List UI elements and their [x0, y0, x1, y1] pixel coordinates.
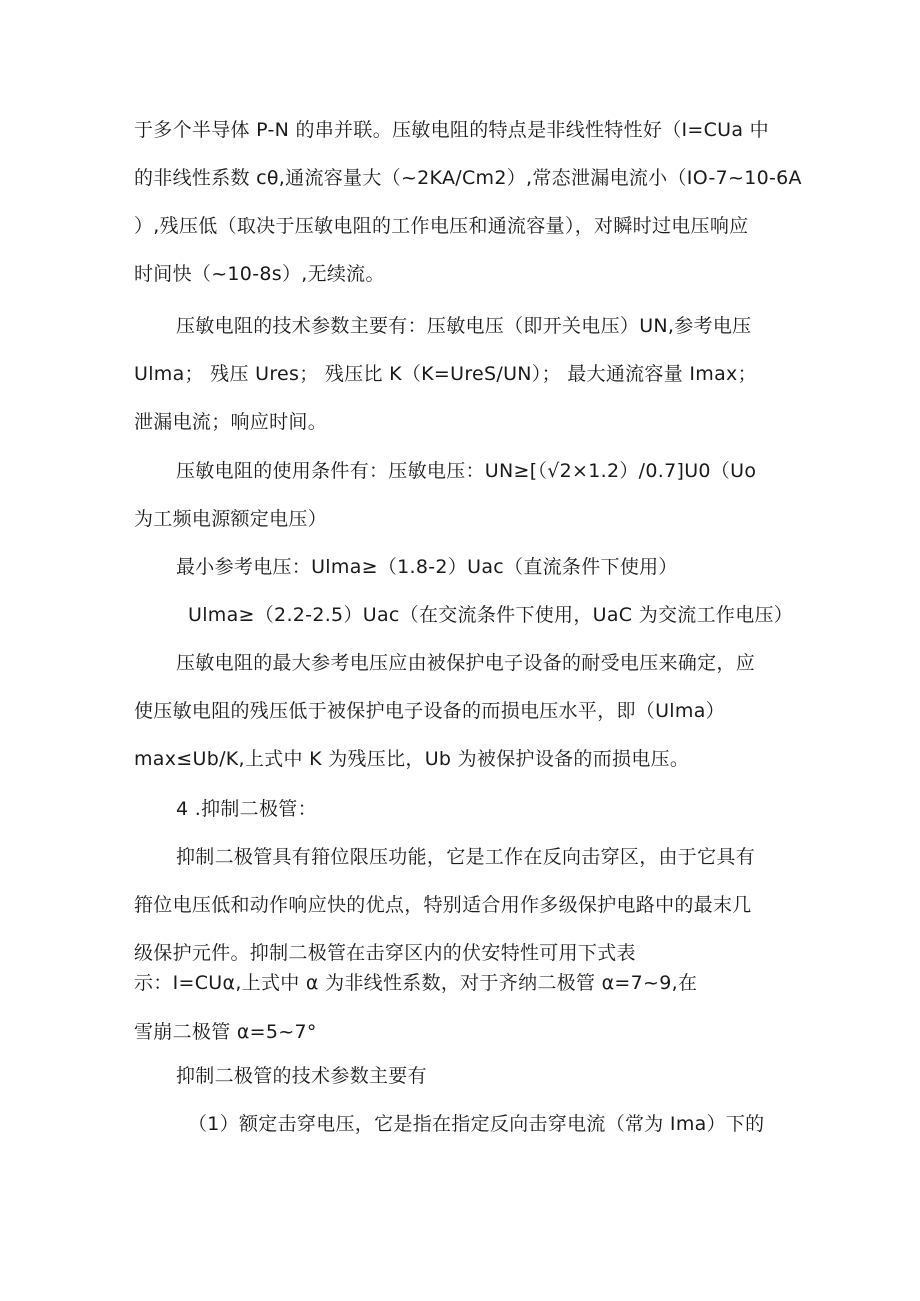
text-line: Ulma≥（2.2-2.5）Uac（在交流条件下使用，UaC 为交流工作电压） [188, 604, 794, 626]
section-heading: 4 .抑制二极管： [176, 798, 317, 820]
text-line: （1）额定击穿电压，它是指在指定反向击穿电流（常为 Ima）下的 [188, 1113, 765, 1135]
text-line: 压敏电阻的技术参数主要有：压敏电压（即开关电压）UN,参考电压 [176, 315, 752, 337]
text-line: 抑制二极管具有箝位限压功能，它是工作在反向击穿区，由于它具有 [176, 846, 756, 868]
text-line: 最小参考电压：Ulma≥（1.8-2）Uac（直流条件下使用） [176, 556, 678, 578]
text-line: ）,残压低（取决于压敏电阻的工作电压和通流容量），对瞬时过电压响应 [134, 215, 749, 237]
text-line: 为工频电源额定电压） [134, 508, 328, 530]
text-line: 使压敏电阻的残压低于被保护电子设备的而损电压水平，即（Ulma） [134, 700, 725, 722]
text-line: Ulma； 残压 Ures； 残压比 K（K=UreS/UN）； 最大通流容量 Imax； [134, 363, 757, 385]
text-line: 箝位电压低和动作响应快的优点，特别适合用作多级保护电路中的最末几 [134, 894, 752, 916]
text-line: 的非线性系数 cθ,通流容量大（~2KA∕Cm2）,常态泄漏电流小（IO-7~10-6A [134, 167, 802, 189]
text-line: 时间快（~10-8s）,无续流。 [134, 263, 385, 285]
text-line: 泄漏电流；响应时间。 [134, 411, 328, 433]
text-line: 压敏电阻的使用条件有：压敏电压：UN≥[（√2×1.2）∕0.7]U0（Uo [176, 460, 757, 482]
text-line: 抑制二极管的技术参数主要有 [176, 1065, 427, 1087]
text-line: max≤Ub∕K,上式中 K 为残压比，Ub 为被保护设备的而损电压。 [134, 748, 690, 770]
text-line: 级保护元件。抑制二极管在击穿区内的伏安特性可用下式表 [134, 942, 636, 964]
text-line: 示：I=CUα,上式中 α 为非线性系数，对于齐纳二极管 α=7~9,在 [134, 972, 698, 994]
text-line: 雪崩二极管 α=5~7° [134, 1021, 317, 1043]
text-line: 压敏电阻的最大参考电压应由被保护电子设备的耐受电压来确定，应 [176, 652, 756, 674]
text-line: 于多个半导体 P-N 的串并联。压敏电阻的特点是非线性特性好（I=CUa 中 [134, 119, 769, 141]
